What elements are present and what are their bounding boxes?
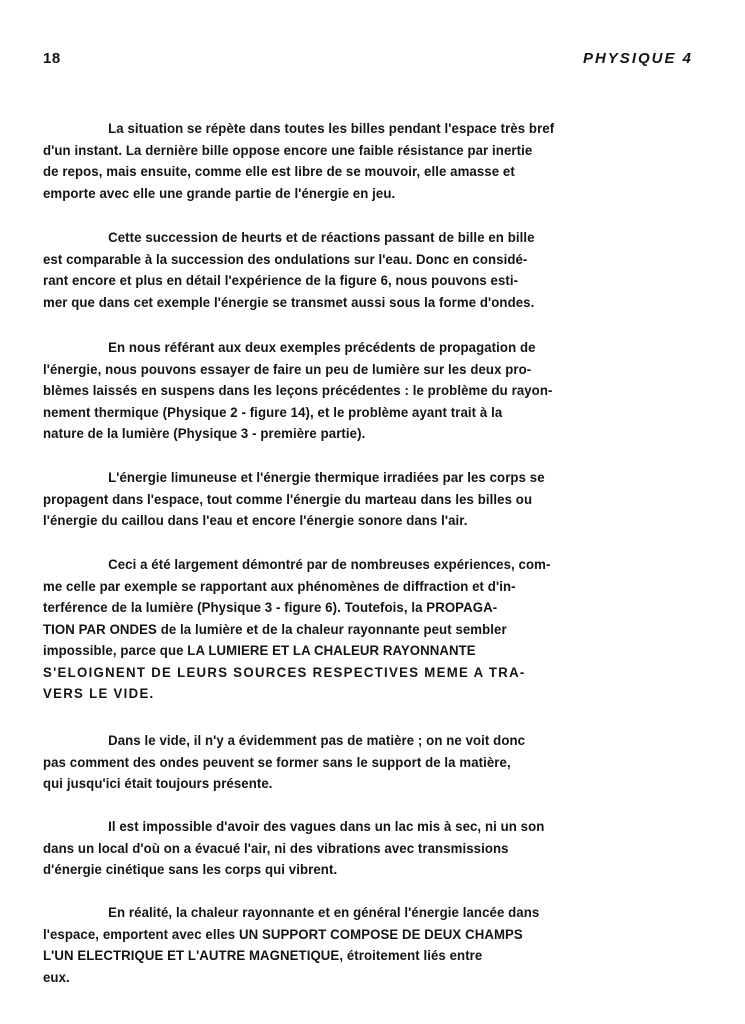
text-line: l'espace, emportent avec elles UN SUPPORT COMPOSE DE DEUX CHAMPS (43, 926, 523, 943)
text-line: d'énergie cinétique sans les corps qui vibrent. (43, 862, 338, 878)
text-line: blèmes laissés en suspens dans les leçons précédentes : le problème du rayon- (43, 383, 553, 399)
text-line: de repos, mais ensuite, comme elle est libre de se mouvoir, elle amasse et (43, 164, 515, 180)
text-line: En réalité, la chaleur rayonnante et en général l'énergie lancée dans (108, 905, 540, 921)
text-line: rant encore et plus en détail l'expérience de la figure 6, nous pouvons esti- (43, 273, 519, 289)
text-line: terférence de la lumière (Physique 3 - figure 6). Toutefois, la PROPAGA- (43, 600, 498, 616)
paragraph-4 (43, 468, 703, 533)
text-line: L'énergie limuneuse et l'énergie thermique irradiées par les corps se (108, 470, 545, 486)
text-line: nature de la lumière (Physique 3 - première partie). (43, 426, 366, 442)
paragraph-6 (43, 731, 703, 796)
text-line: est comparable à la succession des ondulations sur l'eau. Donc en considé- (43, 251, 528, 268)
text-line: Ceci a été largement démontré par de nombreuses expériences, com- (108, 557, 551, 573)
text-line: impossible, parce que LA LUMIERE ET LA CHALEUR RAYONNANTE (43, 643, 476, 659)
paragraph-3 (43, 338, 703, 446)
text-line: L'UN ELECTRIQUE ET L'AUTRE MAGNETIQUE, étroitement liés entre (43, 948, 483, 964)
running-title: PHYSIQUE 4 (582, 50, 693, 67)
text-line: S'ELOIGNENT DE LEURS SOURCES RESPECTIVES MEME A TRA- (43, 664, 526, 681)
text-line: Dans le vide, il n'y a évidemment pas de matière ; on ne voit donc (108, 733, 526, 749)
text-line: l'énergie, nous pouvons essayer de faire un peu de lumière sur les deux pro- (43, 361, 532, 378)
text-line: TION PAR ONDES de la lumière et de la chaleur rayonnante peut sembler (43, 621, 507, 638)
text-line: l'énergie du caillou dans l'eau et encore l'énergie sonore dans l'air. (43, 513, 468, 529)
paragraph-5 (43, 555, 703, 706)
text-line: eux. (43, 969, 70, 986)
text-line: d'un instant. La dernière bille oppose encore une faible résistance par inertie (43, 142, 533, 159)
text-line: VERS LE VIDE. (43, 686, 155, 702)
paragraph-8 (43, 903, 703, 989)
text-line: propagent dans l'espace, tout comme l'énergie du marteau dans les billes ou (43, 491, 533, 508)
paragraph-2 (43, 228, 703, 314)
text-line: qui jusqu'ici était toujours présente. (43, 776, 273, 792)
text-line: Il est impossible d'avoir des vagues dans un lac mis à sec, ni un son (108, 819, 545, 835)
text-line: En nous référant aux deux exemples précédents de propagation de (108, 340, 536, 356)
paragraph-1 (43, 119, 703, 205)
text-line: nement thermique (Physique 2 - figure 14), et le problème ayant trait à la (43, 404, 503, 421)
text-line: La situation se répète dans toutes les billes pendant l'espace très bref (108, 121, 555, 137)
text-line: me celle par exemple se rapportant aux phénomènes de diffraction et d'in- (43, 578, 516, 595)
text-line: mer que dans cet exemple l'énergie se transmet aussi sous la forme d'ondes. (43, 294, 535, 311)
text-line: dans un local d'où on a évacué l'air, ni des vibrations avec transmissions (43, 840, 509, 857)
text-line: emporte avec elle une grande partie de l'énergie en jeu. (43, 185, 396, 202)
text-line: Cette succession de heurts et de réactions passant de bille en bille (108, 230, 535, 246)
paragraph-7 (43, 817, 703, 882)
page-number: 18 (43, 50, 61, 67)
text-line: pas comment des ondes peuvent se former sans le support de la matière, (43, 754, 511, 771)
